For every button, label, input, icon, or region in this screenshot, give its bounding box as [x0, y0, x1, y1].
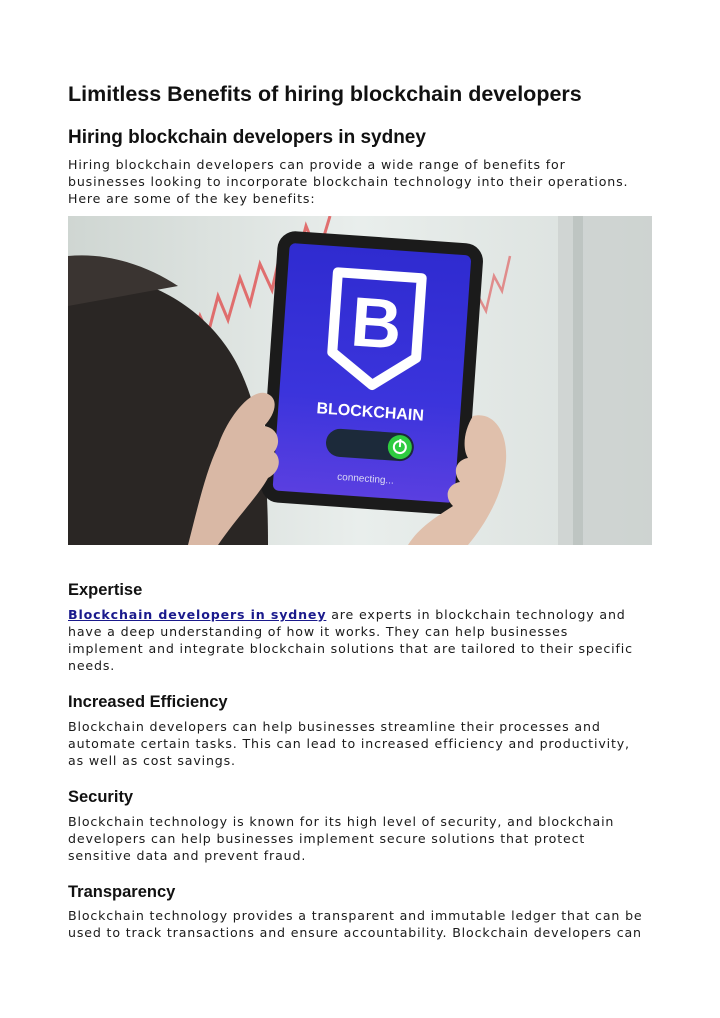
intro-line: businesses looking to incorporate blockchain technology into their operations.: [68, 174, 629, 189]
page-title: Limitless Benefits of hiring blockchain developers: [68, 82, 582, 106]
transparency-heading: Transparency: [68, 883, 176, 901]
status-text: connecting...: [336, 471, 395, 487]
logo-letter: B: [348, 282, 405, 364]
efficiency-heading: Increased Efficiency: [68, 693, 228, 711]
intro-line: Hiring blockchain developers can provide a wide range of benefits for: [68, 157, 566, 172]
expertise-heading: Expertise: [68, 581, 143, 599]
expertise-paragraph: [68, 606, 658, 674]
security-line: sensitive data and prevent fraud.: [68, 848, 307, 863]
expertise-line: needs.: [68, 658, 116, 673]
efficiency-line: Blockchain developers can help businesses streamline their processes and: [68, 719, 601, 734]
security-line: developers can help businesses implement secure solutions that protect: [68, 831, 586, 846]
efficiency-line: automate certain tasks. This can lead to increased efficiency and productivity,: [68, 736, 630, 751]
transparency-line: used to track transactions and ensure accountability. Blockchain developers can: [68, 925, 642, 940]
hero-image: [68, 216, 652, 545]
efficiency-line: as well as cost savings.: [68, 753, 236, 768]
app-brand-text: BLOCKCHAIN: [315, 400, 425, 425]
security-line: Blockchain technology is known for its high level of security, and blockchain: [68, 814, 615, 829]
security-paragraph: [68, 813, 658, 864]
expertise-line: [68, 606, 658, 623]
expertise-line: have a deep understanding of how it works. They can help businesses: [68, 624, 569, 639]
section-heading: Hiring blockchain developers in sydney: [68, 127, 426, 148]
intro-paragraph: [68, 156, 658, 207]
transparency-line: Blockchain technology provides a transparent and immutable ledger that can be: [68, 908, 643, 923]
expertise-line-text: are experts in blockchain technology and: [326, 607, 626, 622]
developers-sydney-link[interactable]: Blockchain developers in sydney: [68, 607, 327, 622]
transparency-paragraph: [68, 907, 658, 941]
efficiency-paragraph: [68, 718, 658, 769]
intro-line: Here are some of the key benefits:: [68, 191, 316, 206]
security-heading: Security: [68, 788, 134, 806]
expertise-line: implement and integrate blockchain solutions that are tailored to their specific: [68, 641, 633, 656]
